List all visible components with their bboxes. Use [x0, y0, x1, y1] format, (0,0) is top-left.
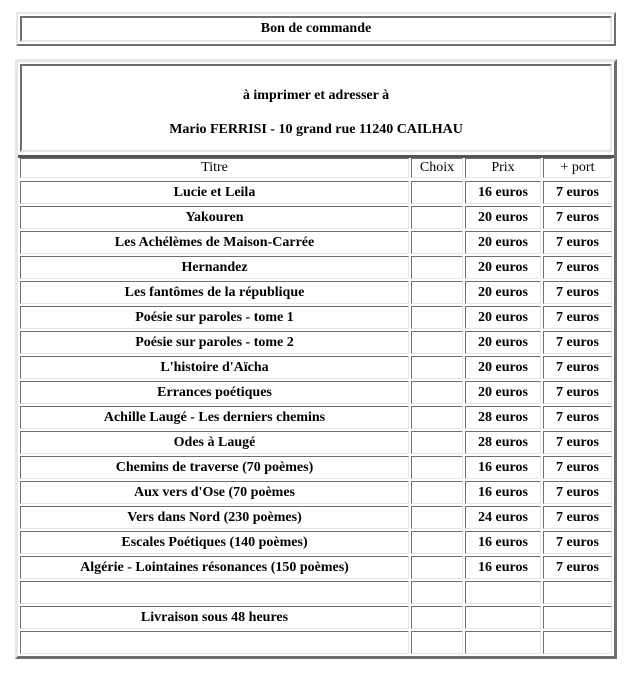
choice-cell[interactable]: [411, 231, 463, 254]
address-recipient: Mario FERRISI - 10 grand rue 11240 CAILHAU: [169, 122, 463, 137]
title-cell: Achille Laugé - Les derniers chemins: [20, 406, 409, 429]
price-cell: 16 euros: [465, 181, 541, 204]
choice-cell[interactable]: [411, 506, 463, 529]
choice-cell[interactable]: [411, 281, 463, 304]
title-cell: Errances poétiques: [20, 381, 409, 404]
address-instruction: à imprimer et adresser à: [242, 88, 390, 103]
price-cell: 20 euros: [465, 331, 541, 354]
choice-cell[interactable]: [411, 456, 463, 479]
port-cell: [543, 581, 612, 604]
title-cell: [20, 631, 409, 654]
port-cell: 7 euros: [543, 281, 612, 304]
title-cell: Lucie et Leila: [20, 181, 409, 204]
title-cell: Odes à Laugé: [20, 431, 409, 454]
choice-cell[interactable]: [411, 481, 463, 504]
price-cell: 16 euros: [465, 456, 541, 479]
price-cell: 16 euros: [465, 481, 541, 504]
port-cell: 7 euros: [543, 481, 612, 504]
page-title: Bon de commande: [20, 16, 612, 42]
port-cell: 7 euros: [543, 231, 612, 254]
order-table: [15, 59, 617, 659]
title-cell: Vers dans Nord (230 poèmes): [20, 506, 409, 529]
title-cell: Chemins de traverse (70 poèmes): [20, 456, 409, 479]
title-cell: Poésie sur paroles - tome 2: [20, 331, 409, 354]
port-cell: 7 euros: [543, 506, 612, 529]
choice-cell[interactable]: [411, 556, 463, 579]
price-cell: [465, 631, 541, 654]
title-cell: Yakouren: [20, 206, 409, 229]
price-cell: 16 euros: [465, 556, 541, 579]
port-cell: 7 euros: [543, 206, 612, 229]
choice-cell[interactable]: [411, 381, 463, 404]
choice-cell[interactable]: [411, 331, 463, 354]
price-cell: 20 euros: [465, 231, 541, 254]
column-header-choix: Choix: [411, 158, 463, 178]
title-cell: Les fantômes de la république: [20, 281, 409, 304]
port-cell: [543, 606, 612, 629]
title-cell: Livraison sous 48 heures: [20, 606, 409, 629]
title-cell: L'histoire d'Aïcha: [20, 356, 409, 379]
port-cell: 7 euros: [543, 306, 612, 329]
choice-cell[interactable]: [411, 531, 463, 554]
port-cell: 7 euros: [543, 531, 612, 554]
port-cell: 7 euros: [543, 381, 612, 404]
title-cell: Escales Poétiques (140 poèmes): [20, 531, 409, 554]
title-cell: Aux vers d'Ose (70 poèmes: [20, 481, 409, 504]
title-cell: Hernandez: [20, 256, 409, 279]
choice-cell[interactable]: [411, 581, 463, 604]
title-cell: [20, 581, 409, 604]
choice-cell[interactable]: [411, 181, 463, 204]
port-cell: [543, 631, 612, 654]
choice-cell[interactable]: [411, 256, 463, 279]
price-cell: 20 euros: [465, 256, 541, 279]
choice-cell[interactable]: [411, 406, 463, 429]
price-cell: 20 euros: [465, 306, 541, 329]
port-cell: 7 euros: [543, 406, 612, 429]
price-cell: 20 euros: [465, 281, 541, 304]
price-cell: 20 euros: [465, 356, 541, 379]
choice-cell[interactable]: [411, 431, 463, 454]
title-table: [16, 12, 616, 46]
price-cell: [465, 606, 541, 629]
choice-cell[interactable]: [411, 206, 463, 229]
column-header-port: + port: [543, 158, 612, 178]
port-cell: 7 euros: [543, 181, 612, 204]
price-cell: 16 euros: [465, 531, 541, 554]
port-cell: 7 euros: [543, 556, 612, 579]
price-cell: 28 euros: [465, 406, 541, 429]
port-cell: 7 euros: [543, 356, 612, 379]
choice-cell[interactable]: [411, 356, 463, 379]
price-cell: 24 euros: [465, 506, 541, 529]
port-cell: 7 euros: [543, 256, 612, 279]
port-cell: 7 euros: [543, 456, 612, 479]
title-cell: Algérie - Lointaines résonances (150 poèmes): [20, 556, 409, 579]
address-box: [20, 64, 612, 152]
column-header-prix: Prix: [465, 158, 541, 178]
price-cell: 20 euros: [465, 206, 541, 229]
port-cell: 7 euros: [543, 431, 612, 454]
price-cell: [465, 581, 541, 604]
choice-cell[interactable]: [411, 631, 463, 654]
title-cell: Poésie sur paroles - tome 1: [20, 306, 409, 329]
choice-cell[interactable]: [411, 606, 463, 629]
price-cell: 28 euros: [465, 431, 541, 454]
port-cell: 7 euros: [543, 331, 612, 354]
price-cell: 20 euros: [465, 381, 541, 404]
column-header-titre: Titre: [20, 158, 409, 178]
title-cell: Les Achélèmes de Maison-Carrée: [20, 231, 409, 254]
choice-cell[interactable]: [411, 306, 463, 329]
